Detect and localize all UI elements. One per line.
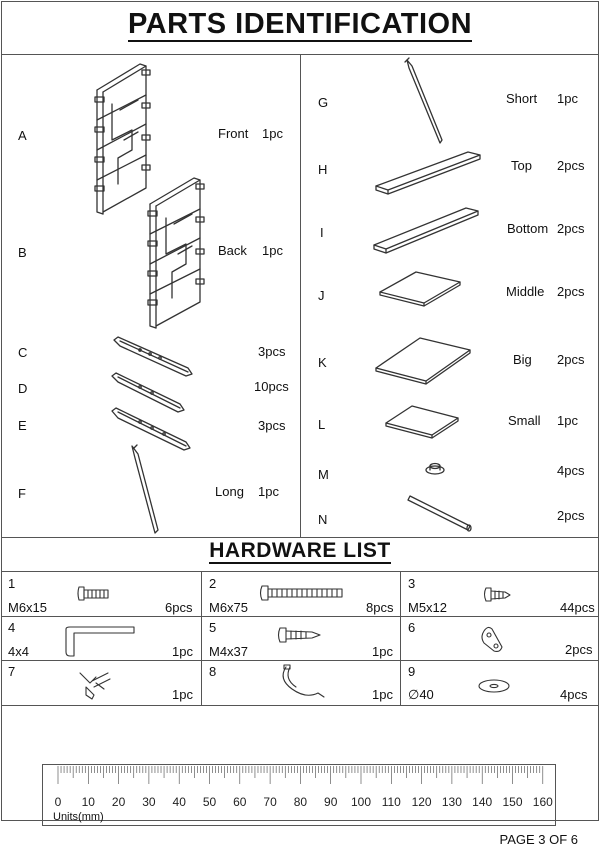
part-letter: B — [18, 245, 27, 260]
foot-cap-icon — [426, 464, 444, 475]
part-name: Back — [218, 243, 247, 258]
hardware-spec: M6x75 — [209, 600, 249, 615]
part-name: Long — [215, 484, 244, 499]
hardware-qty: 1pc — [372, 644, 393, 659]
hardware-number: 7 — [8, 664, 16, 679]
hardware-number: 8 — [209, 664, 217, 679]
part-qty: 1pc — [262, 126, 283, 141]
ruler-label: 150 — [502, 795, 523, 809]
hardware-qty: 2pcs — [565, 642, 593, 657]
top-board-icon — [376, 152, 480, 194]
part-qty: 1pc — [262, 243, 283, 258]
part-name: Small — [508, 413, 541, 428]
part-letter: E — [18, 418, 27, 433]
part-letter: K — [318, 355, 327, 370]
part-qty: 1pc — [258, 484, 279, 499]
hardware-title: HARDWARE LIST — [209, 539, 391, 562]
part-qty: 2pcs — [557, 508, 585, 523]
ruler-label: 160 — [532, 795, 553, 809]
hardware-number: 1 — [8, 576, 16, 591]
hardware-qty: 44pcs — [560, 600, 595, 615]
ruler-label: 110 — [381, 795, 401, 809]
wood-screw-icon — [279, 628, 321, 642]
page-title: PARTS IDENTIFICATION — [127, 8, 473, 40]
cable-tie-icon — [283, 665, 324, 697]
rail-d-icon — [112, 373, 184, 412]
hardware-spec: M4x37 — [209, 644, 249, 659]
hardware-spec: M5x12 — [408, 600, 448, 615]
part-letter: I — [320, 225, 324, 240]
part-qty: 2pcs — [557, 284, 585, 299]
back-frame-icon — [148, 178, 204, 328]
ruler-label: 20 — [111, 795, 126, 809]
hardware-number: 4 — [8, 620, 16, 635]
ruler-label: 60 — [233, 795, 247, 809]
ruler-label: 90 — [324, 795, 338, 809]
short-rod-icon — [405, 58, 442, 143]
ruler-label: 130 — [441, 795, 462, 809]
hardware-qty: 6pcs — [165, 600, 193, 615]
part-qty: 3pcs — [258, 344, 286, 359]
hardware-number: 9 — [408, 664, 416, 679]
hardware-spec: 4x4 — [8, 644, 29, 659]
connector-pin-icon — [408, 496, 471, 531]
part-qty: 2pcs — [557, 221, 585, 236]
ruler-label: 0 — [54, 795, 62, 809]
ruler-label: 100 — [350, 795, 372, 809]
part-name: Short — [506, 91, 538, 106]
part-letter: J — [318, 288, 325, 303]
part-name: Front — [218, 126, 249, 141]
part-letter: A — [18, 128, 27, 143]
ruler-label: 120 — [411, 795, 432, 809]
hardware-number: 3 — [408, 576, 416, 591]
hardware-qty: 1pc — [172, 644, 193, 659]
hardware-qty: 1pc — [172, 687, 193, 702]
screw-icon — [485, 588, 511, 601]
part-letter: D — [18, 381, 28, 396]
part-name: Middle — [506, 284, 545, 299]
ruler-label: 30 — [142, 795, 156, 809]
part-letter: C — [18, 345, 28, 360]
rail-e-icon — [112, 408, 190, 450]
part-letter: M — [318, 467, 329, 482]
ruler-label: 40 — [172, 795, 186, 809]
part-name: Big — [513, 352, 532, 367]
hardware-number: 5 — [209, 620, 217, 635]
hardware-qty: 8pcs — [366, 600, 394, 615]
part-letter: G — [318, 95, 329, 110]
ruler-ticks — [43, 765, 557, 827]
ruler-label: 70 — [263, 795, 277, 809]
part-qty: 1pc — [557, 413, 578, 428]
hardware-spec: M6x15 — [8, 600, 48, 615]
anti-tip-bracket-icon — [482, 627, 502, 651]
part-letter: F — [18, 486, 26, 501]
part-qty: 1pc — [557, 91, 578, 106]
ruler-label: 10 — [81, 795, 95, 809]
part-letter: H — [318, 162, 328, 177]
part-qty: 10pcs — [254, 379, 289, 394]
ruler-units: Units(mm) — [53, 811, 104, 823]
part-qty: 2pcs — [557, 158, 585, 173]
hardware-qty: 1pc — [372, 687, 393, 702]
part-name: Bottom — [507, 221, 549, 236]
bottom-board-icon — [374, 208, 478, 253]
hardware-spec: ∅40 — [408, 687, 434, 702]
ruler-label: 50 — [202, 795, 217, 809]
long-rod-icon — [132, 445, 158, 533]
hardware-number: 6 — [408, 620, 416, 635]
part-qty: 4pcs — [557, 463, 585, 478]
part-letter: L — [318, 417, 326, 432]
page-number: PAGE 3 OF 6 — [499, 832, 578, 847]
measurement-ruler — [42, 764, 556, 826]
part-qty: 3pcs — [258, 418, 286, 433]
rail-c-icon — [114, 337, 192, 376]
front-frame-icon — [95, 64, 150, 214]
ruler-label: 140 — [472, 795, 493, 809]
ruler-label: 80 — [293, 795, 308, 809]
part-name: Top — [511, 158, 532, 173]
small-board-icon — [386, 406, 458, 438]
wall-anchor-icon — [80, 673, 110, 699]
hardware-qty: 4pcs — [560, 687, 588, 702]
long-bolt-icon — [261, 586, 343, 600]
big-board-icon — [376, 338, 470, 384]
part-letter: N — [318, 512, 328, 527]
part-qty: 2pcs — [557, 352, 585, 367]
allen-key-icon — [66, 627, 134, 656]
bolt-icon — [78, 587, 108, 600]
hardware-illustrations — [0, 571, 600, 711]
middle-board-icon — [380, 272, 460, 306]
hardware-number: 2 — [209, 576, 217, 591]
washer-icon — [479, 680, 509, 692]
